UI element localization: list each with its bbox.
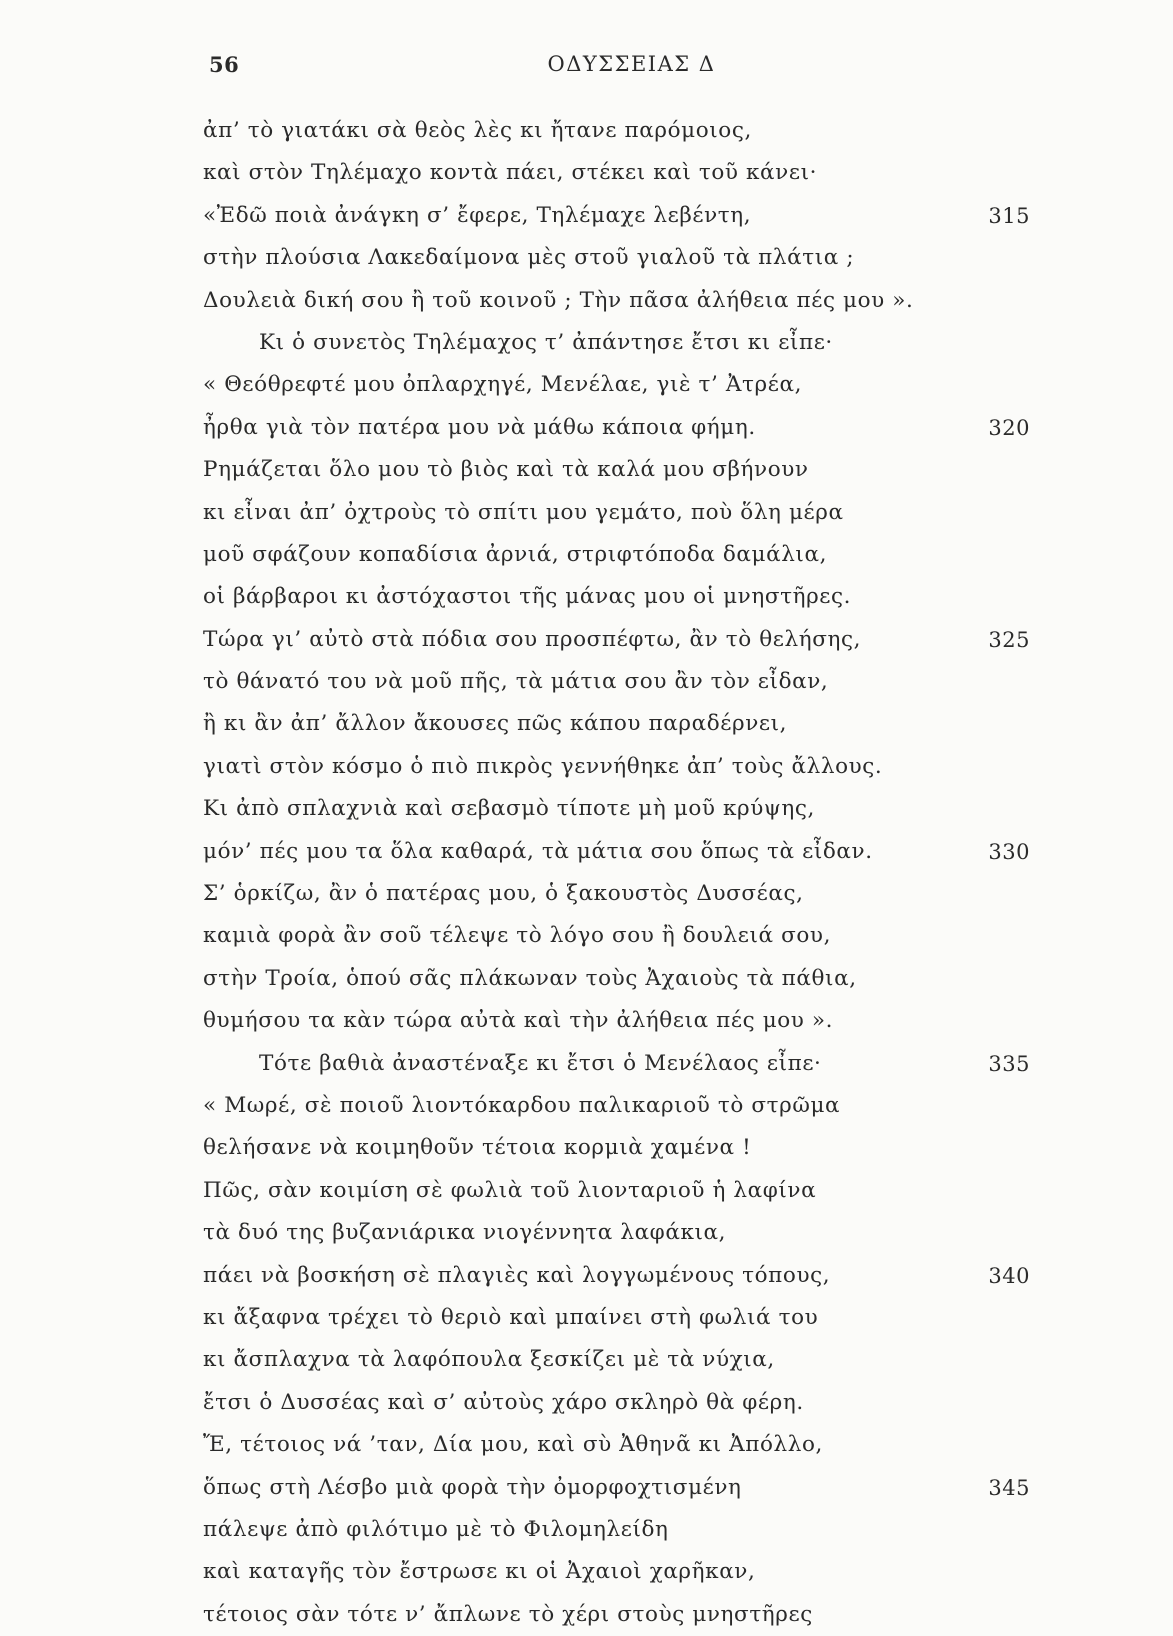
verse-text: τὰ δυό της βυζανιάρικα νιογέννητα λαφάκια, (203, 1220, 727, 1246)
verse-line (203, 576, 1083, 618)
line-number: 330 (988, 839, 1030, 864)
verse-text: Δουλειὰ δική σου ἢ τοῦ κοινοῦ ; Τὴν πᾶσα ἀλήθεια πές μου ». (203, 287, 914, 313)
verse-line (203, 1255, 1083, 1297)
verse-text: οἱ βάρβαροι κι ἀστόχαστοι τῆς μάνας μου οἱ μνηστῆρες. (203, 584, 852, 610)
verse-line (203, 492, 1083, 534)
verse-line (203, 1127, 1083, 1169)
verse-text: ἢ κι ἂν ἀπ’ ἄλλον ἄκουσες πῶς κάπου παραδέρνει, (203, 711, 788, 737)
verse-line (203, 958, 1083, 1000)
verse-text: πάει νὰ βοσκήση σὲ πλαγιὲς καὶ λογγωμένους τόπους, (203, 1262, 831, 1288)
verse-line (203, 831, 1083, 873)
verse-line (203, 1297, 1083, 1339)
verse-text: « Θεόθρεφτέ μου ὀπλαρχηγέ, Μενέλαε, γιὲ τ’ Ἀτρέα, (203, 372, 803, 398)
verse-text: στὴν Τροία, ὁπού σᾶς πλάκωναν τοὺς Ἀχαιοὺς τὰ πάθια, (203, 965, 857, 991)
verse-text: πάλεψε ἀπὸ φιλότιμο μὲ τὸ Φιλομηλείδη (203, 1516, 669, 1542)
verse-text: κι ἄξαφνα τρέχει τὸ θεριὸ καὶ μπαίνει στὴ φωλιά του (203, 1304, 819, 1330)
page-number: 56 (209, 52, 240, 77)
line-number: 335 (988, 1051, 1030, 1076)
verse-text: τέτοιος σὰν τότε ν’ ἄπλωνε τὸ χέρι στοὺς μνηστῆρες (203, 1601, 813, 1627)
verse-text: καμιὰ φορὰ ἂν σοῦ τέλεψε τὸ λόγο σου ἢ δουλειά σου, (203, 923, 832, 949)
verse-text: τὸ θάνατό του νὰ μοῦ πῆς, τὰ μάτια σου ἂν τὸν εἶδαν, (203, 669, 829, 695)
verse-line (203, 407, 1083, 449)
verse-line (203, 534, 1083, 576)
verse-line (203, 152, 1083, 194)
verse-line (203, 1170, 1083, 1212)
verse-text: ἔτσι ὁ Δυσσέας καὶ σ’ αὐτοὺς χάρο σκληρὸ θὰ φέρη. (203, 1389, 804, 1415)
verse-text: Ρημάζεται ὅλο μου τὸ βιὸς καὶ τὰ καλά μου σβήνουν (203, 457, 809, 483)
verse-line (203, 661, 1083, 703)
line-number: 345 (988, 1475, 1030, 1500)
verse-line (203, 873, 1083, 915)
verse-line (203, 1043, 1083, 1085)
verse-line (203, 1000, 1083, 1042)
verse-line (203, 1467, 1083, 1509)
verse-text: καὶ καταγῆς τὸν ἔστρωσε κι οἱ Ἀχαιοὶ χαρῆκαν, (203, 1559, 756, 1585)
verse-text: μόν’ πές μου τα ὅλα καθαρά, τὰ μάτια σου ὅπως τὰ εἶδαν. (203, 838, 873, 864)
verse-line (203, 1509, 1083, 1551)
verse-line (203, 449, 1083, 491)
line-number: 320 (988, 415, 1030, 440)
verse-line (203, 237, 1083, 279)
verse-text: « Μωρέ, σὲ ποιοῦ λιοντόκαρδου παλικαριοῦ τὸ στρῶμα (203, 1092, 841, 1118)
verse-line (203, 364, 1083, 406)
verse-text: θυμήσου τα κὰν τώρα αὐτὰ καὶ τὴν ἀλήθεια πές μου ». (203, 1008, 834, 1034)
verse-text: ὅπως στὴ Λέσβο μιὰ φορὰ τὴν ὀμορφοχτισμένη (203, 1474, 742, 1500)
verse-line (203, 1551, 1083, 1593)
line-number: 325 (988, 627, 1030, 652)
line-number: 315 (988, 203, 1030, 228)
verse-line (203, 788, 1083, 830)
verse-text: Τότε βαθιὰ ἀναστέναξε κι ἔτσι ὁ Μενέλαος εἶπε· (259, 1050, 822, 1076)
verse-line (203, 322, 1083, 364)
verse-line (203, 110, 1083, 152)
verse-text: «Ἐδῶ ποιὰ ἀνάγκη σ’ ἔφερε, Τηλέμαχε λεβέντη, (203, 202, 752, 228)
verse-text: μοῦ σφάζουν κοπαδίσια ἀρνιά, στριφτόποδα δαμάλια, (203, 541, 828, 567)
verse-line (203, 1085, 1083, 1127)
verse-line (203, 619, 1083, 661)
verse-text: Κι ἀπὸ σπλαχνιὰ καὶ σεβασμὸ τίποτε μὴ μοῦ κρύψης, (203, 796, 815, 822)
verse-line (203, 703, 1083, 745)
verse-text: ἀπ’ τὸ γιατάκι σὰ θεὸς λὲς κι ἤτανε παρόμοιος, (203, 118, 752, 143)
verse-text: Κι ὁ συνετὸς Τηλέμαχος τ’ ἀπάντησε ἔτσι κι εἶπε· (259, 329, 833, 355)
verse-block (203, 110, 1083, 1636)
verse-text: στὴν πλούσια Λακεδαίμονα μὲς στοῦ γιαλοῦ τὰ πλάτια ; (203, 245, 855, 271)
verse-text: καὶ στὸν Τηλέμαχο κοντὰ πάει, στέκει καὶ τοῦ κάνει· (203, 160, 818, 186)
verse-text: Ἔ, τέτοιος νά ’ταν, Δία μου, καὶ σὺ Ἀθηνᾶ κι Ἀπόλλο, (203, 1432, 823, 1458)
verse-text: γιατὶ στὸν κόσμο ὁ πιὸ πικρὸς γεννήθηκε ἀπ’ τοὺς ἄλλους. (203, 753, 883, 779)
verse-text: Σ’ ὁρκίζω, ἂν ὁ πατέρας μου, ὁ ξακουστὸς Δυσσέας, (203, 881, 804, 907)
line-number: 340 (988, 1263, 1030, 1288)
verse-line (203, 915, 1083, 957)
verse-line (203, 1424, 1083, 1466)
verse-text: Πῶς, σὰν κοιμίση σὲ φωλιὰ τοῦ λιονταριοῦ ἡ λαφίνα (203, 1177, 817, 1203)
verse-line (203, 1382, 1083, 1424)
verse-line (203, 1339, 1083, 1381)
verse-text: ἦρθα γιὰ τὸν πατέρα μου νὰ μάθω κάποια φήμη. (203, 414, 756, 440)
verse-line (203, 280, 1083, 322)
verse-text: θελήσανε νὰ κοιμηθοῦν τέτοια κορμιὰ χαμένα ! (203, 1135, 752, 1161)
verse-line (203, 1594, 1083, 1636)
running-title: ΟΔΥΣΣΕΙΑΣ Δ (547, 52, 716, 76)
verse-text: Τώρα γι’ αὐτὸ στὰ πόδια σου προσπέφτω, ἂν τὸ θελήσης, (203, 626, 862, 652)
verse-line (203, 1212, 1083, 1254)
verse-text: κι ἄσπλαχνα τὰ λαφόπουλα ξεσκίζει μὲ τὰ νύχια, (203, 1347, 775, 1373)
verse-line (203, 746, 1083, 788)
verse-text: κι εἶναι ἀπ’ ὀχτροὺς τὸ σπίτι μου γεμάτο, ποὺ ὅλη μέρα (203, 499, 844, 525)
verse-line (203, 195, 1083, 237)
